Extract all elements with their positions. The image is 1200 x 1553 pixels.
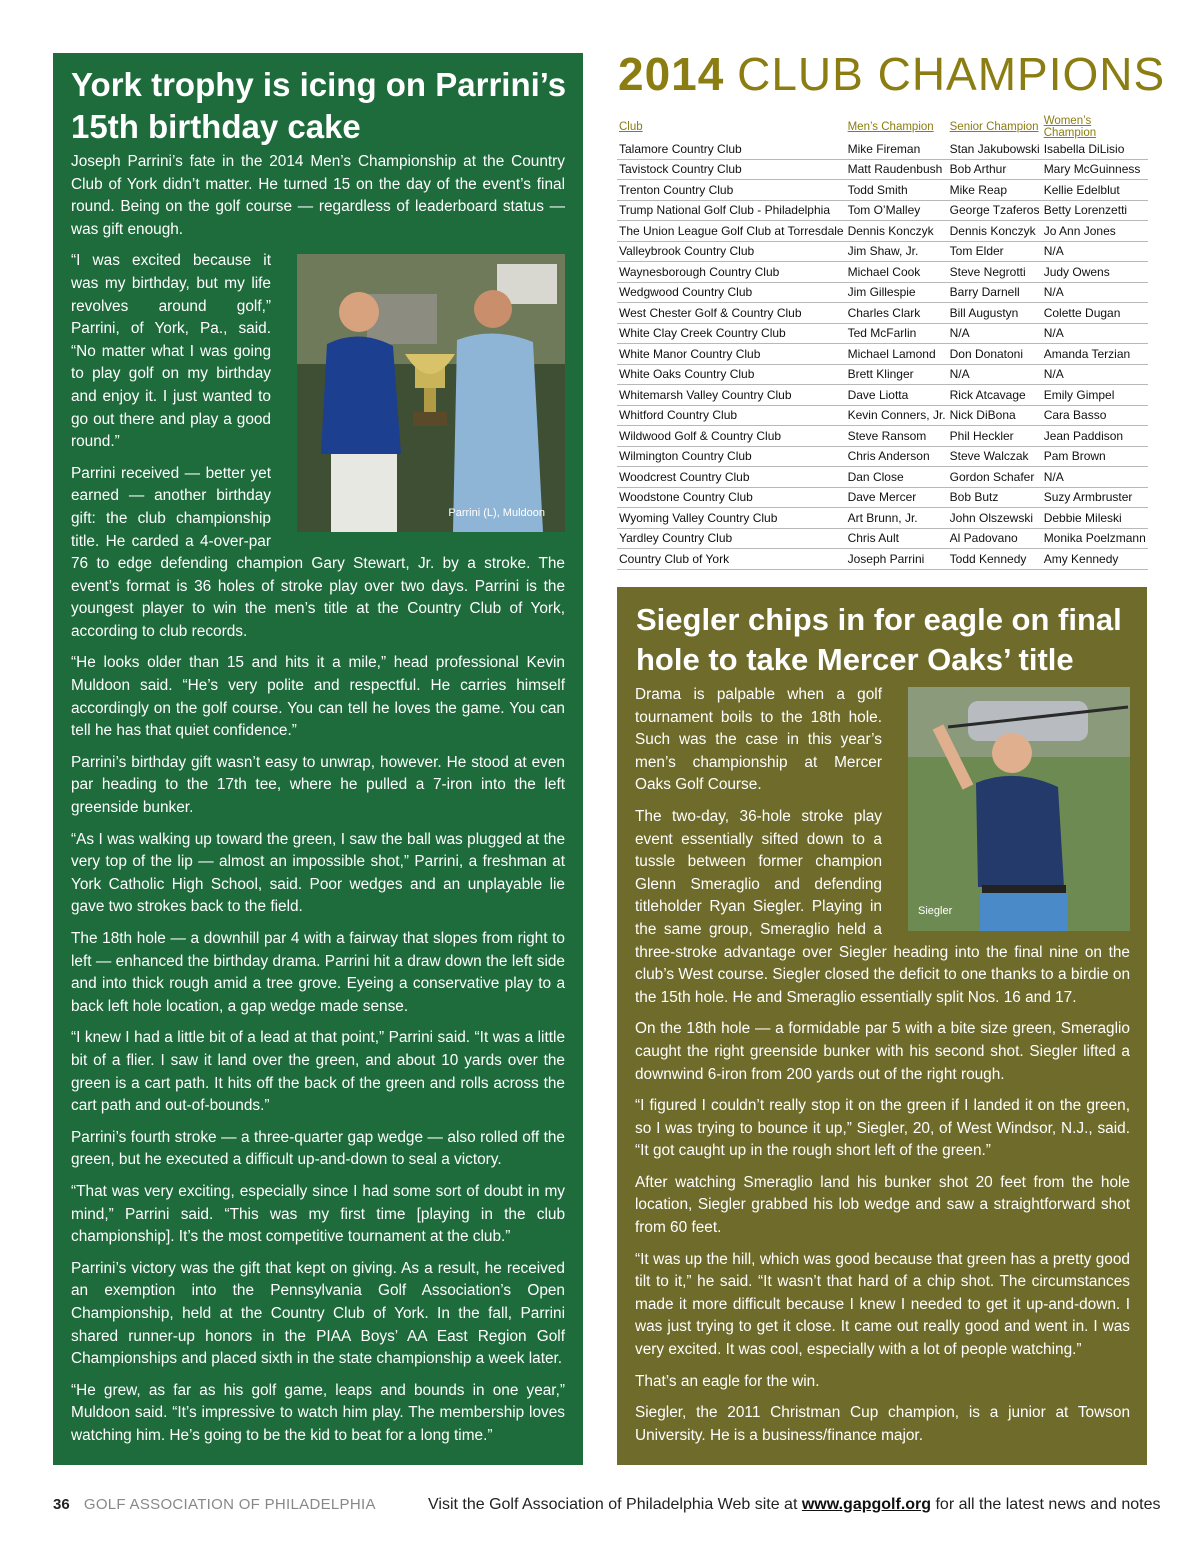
club-name: Wilmington Country Club (617, 446, 846, 467)
table-row (617, 405, 1148, 426)
york-paragraph: “I was excited because it was my birthday, but my life revolves around golf,” Parrini, of York, Pa., said. “No matter what I was going to play golf on my birthday and enjoy it. I just wanted to go out there and play a good round.” (71, 252, 271, 451)
york-paragraph: “That was very exciting, especially since I had some sort of doubt in my mind,” Parrini said. “This was my first time [playing in the club championship]. It’s the most competitive tournament at the club.” (71, 1182, 565, 1246)
visit-suffix: for all the latest news and notes (935, 1496, 1161, 1513)
mens-champion: Jim Gillespie (846, 282, 948, 303)
trophy-presentation-illustration (297, 254, 565, 532)
mens-champion: Charles Clark (846, 303, 948, 324)
senior-champion: Steve Walczak (948, 446, 1042, 467)
womens-champion: Amanda Terzian (1042, 344, 1148, 365)
womens-champion: Monika Poelzmann (1042, 528, 1148, 549)
senior-champion: Phil Heckler (948, 426, 1042, 447)
page-footer (53, 1496, 1161, 1513)
club-name: Trenton Country Club (617, 180, 846, 201)
york-paragraph: Parrini’s victory was the gift that kept on giving. As a result, he received an exemption into the Pennsylvania Golf Association’s Open Championship, held at the Country Club of York. In the fall, Parrini shared runner-up honors in the PIAA Boys’ AA East Region Golf Championships and placed sixth in the state championship a week later. (71, 1259, 565, 1368)
table-header-row (617, 115, 1148, 139)
mens-champion: Brett Klinger (846, 364, 948, 385)
womens-champion: Suzy Armbruster (1042, 487, 1148, 508)
siegler-paragraph: The two-day, 36-hole stroke play event essentially sifted down to a tussle between former champion Glenn Smeraglio and defending titleholder Ryan Siegler. Playing in the same group, Smeraglio held a three-stroke advantage over Siegler heading into the final nine on the club’s West course. Siegler closed the deficit to one thanks to a birdie on the 15th hole. He and Smeraglio essentially split Nos. 16 and 17. (635, 807, 1130, 1006)
senior-champion: Gordon Schafer (948, 467, 1042, 488)
club-name: White Oaks Country Club (617, 364, 846, 385)
parrini-muldoon-photo (297, 254, 565, 532)
club-name: Woodstone Country Club (617, 487, 846, 508)
womens-champion: Debbie Mileski (1042, 508, 1148, 529)
page-number: 36 (53, 1496, 70, 1513)
table-row (617, 282, 1148, 303)
womens-champion: N/A (1042, 467, 1148, 488)
mens-champion: Dave Mercer (846, 487, 948, 508)
table-row (617, 241, 1148, 262)
table-row (617, 549, 1148, 570)
senior-champion: Bob Butz (948, 487, 1042, 508)
club-name: Whitemarsh Valley Country Club (617, 385, 846, 406)
siegler-paragraph: “It was up the hill, which was good because that green has a pretty good tilt to it,” he said. “It wasn’t that hard of a chip shot. The circumstances made it more difficult because I knew I needed to get it up-and-down. I was just trying to get it close. It came out really good and went in. I was very excited. It was cool, especially with a lot of people watching.” (635, 1250, 1130, 1359)
table-row (617, 262, 1148, 283)
siegler-article-body (635, 684, 1130, 1456)
york-paragraph: “He looks older than 15 and hits it a mile,” head professional Kevin Muldoon said. “He’s very polite and respectful. He carries himself accordingly on the golf course. You can tell he loves the game. You can tell he has that quiet confidence.” (71, 654, 565, 740)
womens-champion: Pam Brown (1042, 446, 1148, 467)
table-row (617, 426, 1148, 447)
column-header-senior: Senior Champion (949, 121, 1039, 133)
club-name: Wyoming Valley Country Club (617, 508, 846, 529)
york-paragraph: Parrini’s birthday gift wasn’t easy to unwrap, however. He stood at even par heading to the 17th tee, where he pulled a 7-iron into the left greenside bunker. (71, 753, 565, 817)
club-name: White Clay Creek Country Club (617, 323, 846, 344)
publication-name: GOLF ASSOCIATION OF PHILADELPHIA (83, 1496, 376, 1513)
senior-champion: Nick DiBona (948, 405, 1042, 426)
mens-champion: Dan Close (846, 467, 948, 488)
york-paragraph: Parrini received — better yet earned — another birthday gift: the club championship title. He carded a 4-over-par 76 to edge defending champion Gary Stewart, Jr. by a stroke. The event’s format is 36 holes of stroke play over two days. Parrini is the youngest player to win the men’s title at the Country Club of York, according to club records. (71, 464, 565, 640)
womens-champion: N/A (1042, 323, 1148, 344)
table-row (617, 323, 1148, 344)
club-name: Wildwood Golf & Country Club (617, 426, 846, 447)
womens-champion: Jo Ann Jones (1042, 221, 1148, 242)
column-header-womens: Women’s Champion (1043, 115, 1097, 139)
table-row (617, 221, 1148, 242)
mens-champion: Michael Lamond (846, 344, 948, 365)
siegler-article-title: Siegler chips in for eagle on final hole to take Mercer Oaks’ title (636, 602, 1122, 677)
table-row (617, 200, 1148, 221)
mens-champion: Chris Anderson (846, 446, 948, 467)
siegler-paragraph: “I figured I couldn’t really stop it on the green if I landed it on the green, so I was trying to bounce it up,” Siegler, 20, of West Windsor, N.J., said. “It got caught up in the rough short left of the green.” (635, 1097, 1130, 1160)
table-row (617, 344, 1148, 365)
mens-champion: Steve Ransom (846, 426, 948, 447)
club-name: Tavistock Country Club (617, 159, 846, 180)
mens-champion: Art Brunn, Jr. (846, 508, 948, 529)
mens-champion: Tom O’Malley (846, 200, 948, 221)
siegler-paragraph: After watching Smeraglio land his bunker shot 20 feet from the hole location, Siegler grabbed his lob wedge and saw a straightforward shot from 60 feet. (635, 1173, 1130, 1237)
womens-champion: Betty Lorenzetti (1042, 200, 1148, 221)
york-paragraph: Joseph Parrini’s fate in the 2014 Men’s Championship at the Country Club of York didn’t matter. He turned 15 on the day of the event’s final round. Being on the golf course — regardless of leaderboard status — was gift enough. (71, 153, 565, 238)
column-header-club: Club (619, 121, 643, 133)
senior-champion: N/A (948, 364, 1042, 385)
womens-champion: Cara Basso (1042, 405, 1148, 426)
footer-visit-text (428, 1496, 1161, 1514)
senior-champion: Todd Kennedy (948, 549, 1042, 570)
mens-champion: Michael Cook (846, 262, 948, 283)
mens-champion: Mike Fireman (846, 139, 948, 159)
york-paragraph: Parrini’s fourth stroke — a three-quarter gap wedge — also rolled off the green, but he executed a difficult up-and-down to seal a victory. (71, 1128, 565, 1169)
senior-champion: Rick Atcavage (948, 385, 1042, 406)
senior-champion: George Tzaferos (948, 200, 1042, 221)
york-paragraph: “As I was walking up toward the green, I saw the ball was plugged at the very top of the lip — almost an impossible shot,” Parrini, a freshman at York Catholic High School, said. Poor wedges and an unplayable lie gave two strokes back to the field. (71, 830, 565, 916)
table-row (617, 364, 1148, 385)
york-paragraph: “He grew, as far as his golf game, leaps and bounds in one year,” Muldoon said. “It’s impressive to watch him play. The membership loves watching him. He’s going to be the kid to beat for a long time.” (71, 1381, 565, 1444)
siegler-paragraph: On the 18th hole — a formidable par 5 with a bite size green, Smeraglio caught the right greenside bunker with his second shot. Siegler lifted a downwind 6-iron from 200 yards out of the right rough. (635, 1020, 1130, 1083)
club-name: Yardley Country Club (617, 528, 846, 549)
senior-champion: Stan Jakubowski (948, 139, 1042, 159)
club-name: Country Club of York (617, 549, 846, 570)
senior-champion: Steve Negrotti (948, 262, 1042, 283)
table-row (617, 487, 1148, 508)
club-name: Valleybrook Country Club (617, 241, 846, 262)
table-row (617, 139, 1148, 159)
mens-champion: Dennis Konczyk (846, 221, 948, 242)
club-name: Talamore Country Club (617, 139, 846, 159)
senior-champion: Dennis Konczyk (948, 221, 1042, 242)
table-row (617, 508, 1148, 529)
club-name: The Union League Golf Club at Torresdale (617, 221, 846, 242)
table-row (617, 303, 1148, 324)
club-name: Waynesborough Country Club (617, 262, 846, 283)
york-article-title: York trophy is icing on Parrini’s 15th birthday cake (71, 66, 567, 145)
senior-champion: Mike Reap (948, 180, 1042, 201)
club-name: White Manor Country Club (617, 344, 846, 365)
parrini-photo-caption: Parrini (L), Muldoon (448, 506, 545, 519)
womens-champion: Kellie Edelblut (1042, 180, 1148, 201)
senior-champion: Tom Elder (948, 241, 1042, 262)
senior-champion: N/A (948, 323, 1042, 344)
siegler-paragraph: Drama is palpable when a golf tournament boils to the 18th hole. Such was the case in this year’s men’s championship at Mercer Oaks Golf Course. (635, 686, 882, 794)
womens-champion: Isabella DiLisio (1042, 139, 1148, 159)
siegler-paragraph: That’s an eagle for the win. (635, 1372, 820, 1390)
senior-champion: Al Padovano (948, 528, 1042, 549)
mens-champion: Jim Shaw, Jr. (846, 241, 948, 262)
club-name: Trump National Golf Club - Philadelphia (617, 200, 846, 221)
womens-champion: Mary McGuinness (1042, 159, 1148, 180)
mens-champion: Kevin Conners, Jr. (846, 405, 948, 426)
heading-text: CLUB CHAMPIONS (737, 48, 1166, 100)
golfer-swing-illustration (908, 687, 1130, 931)
mens-champion: Matt Raudenbush (846, 159, 948, 180)
york-article-body (71, 151, 565, 1456)
siegler-paragraph: Siegler, the 2011 Christman Cup champion, is a junior at Towson University. He is a business/finance major. (635, 1404, 1130, 1444)
table-row (617, 180, 1148, 201)
womens-champion: N/A (1042, 364, 1148, 385)
table-row (617, 528, 1148, 549)
senior-champion: Bob Arthur (948, 159, 1042, 180)
club-champions-table (617, 115, 1148, 570)
womens-champion: Judy Owens (1042, 262, 1148, 283)
table-row (617, 385, 1148, 406)
table-row (617, 467, 1148, 488)
senior-champion: Barry Darnell (948, 282, 1042, 303)
heading-year: 2014 (618, 48, 725, 100)
senior-champion: Don Donatoni (948, 344, 1042, 365)
gapgolf-link[interactable]: www.gapgolf.org (801, 1496, 932, 1513)
womens-champion: Emily Gimpel (1042, 385, 1148, 406)
womens-champion: N/A (1042, 282, 1148, 303)
column-header-mens: Men’s Champion (847, 121, 934, 133)
siegler-photo-caption: Siegler (918, 905, 953, 918)
womens-champion: Jean Paddison (1042, 426, 1148, 447)
mens-champion: Dave Liotta (846, 385, 948, 406)
mens-champion: Todd Smith (846, 180, 948, 201)
senior-champion: John Olszewski (948, 508, 1042, 529)
table-row (617, 446, 1148, 467)
visit-prefix: Visit the Golf Association of Philadelphia Web site at (428, 1496, 798, 1513)
senior-champion: Bill Augustyn (948, 303, 1042, 324)
york-paragraph: The 18th hole — a downhill par 4 with a fairway that slopes from right to left — enhanced the birthday drama. Parrini hit a draw down the left side and into thick rough amid a tree grove. Eyeing a conservative play to a back left hole location, a gap wedge made sense. (71, 930, 565, 1015)
siegler-photo (908, 687, 1130, 931)
womens-champion: Amy Kennedy (1042, 549, 1148, 570)
york-paragraph: “I knew I had a little bit of a lead at that point,” Parrini said. “It was a little bit of a flier. I saw it land over the green, and about 10 yards over the green is a cart path. It hits off the back of the green and rolls across the cart path and out-of-bounds.” (71, 1029, 565, 1115)
table-row (617, 159, 1148, 180)
womens-champion: N/A (1042, 241, 1148, 262)
club-name: Wedgwood Country Club (617, 282, 846, 303)
club-name: Whitford Country Club (617, 405, 846, 426)
club-name: West Chester Golf & Country Club (617, 303, 846, 324)
club-champions-heading (618, 46, 1166, 102)
womens-champion: Colette Dugan (1042, 303, 1148, 324)
mens-champion: Ted McFarlin (846, 323, 948, 344)
club-name: Woodcrest Country Club (617, 467, 846, 488)
mens-champion: Joseph Parrini (846, 549, 948, 570)
mens-champion: Chris Ault (846, 528, 948, 549)
